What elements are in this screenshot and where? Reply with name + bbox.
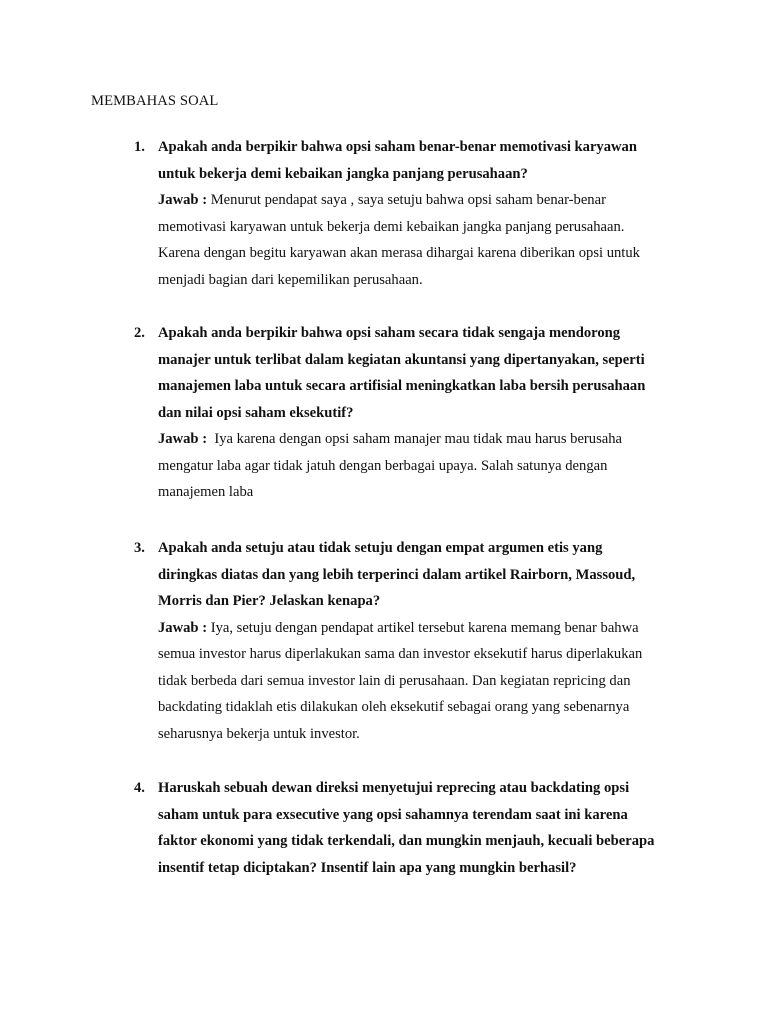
answer-text-line: memotivasi karyawan untuk bekerja demi kebaikan jangka panjang perusahaan.	[158, 218, 625, 235]
question-number: 3.	[134, 540, 145, 556]
answer-text-line: seharusnya bekerja untuk investor.	[158, 725, 360, 742]
question-text-line: faktor ekonomi yang tidak terkendali, dan mungkin menjauh, kecuali beberapa	[158, 833, 655, 849]
question-body	[158, 320, 678, 506]
question-text-line: Haruskah sebuah dewan direksi menyetujui reprecing atau backdating opsi	[158, 780, 630, 796]
question-text-line: Apakah anda berpikir bahwa opsi saham secara tidak sengaja mendorong	[158, 325, 621, 341]
answer-label: Jawab :	[158, 192, 208, 208]
question-text-line: Morris dan Pier? Jelaskan kenapa?	[158, 593, 381, 609]
answer-text: Iya karena dengan opsi saham manajer mau tidak mau harus berusaha	[207, 431, 623, 447]
question-text-line: manajemen laba untuk secara artifisial meningkatkan laba bersih perusahaan	[158, 378, 646, 394]
question-text-line: dan nilai opsi saham eksekutif?	[158, 404, 354, 421]
question-text-line: Apakah anda setuju atau tidak setuju dengan empat argumen etis yang	[158, 540, 603, 556]
answer-first-line	[158, 187, 678, 214]
answer-text-line: Karena dengan begitu karyawan akan merasa dihargai karena diberikan opsi untuk	[158, 245, 640, 261]
answer-label: Jawab :	[158, 431, 208, 447]
answer-text-line: menjadi bagian dari kepemilikan perusahaan.	[158, 271, 423, 288]
answer-text-line: mengatur laba agar tidak jatuh dengan berbagai upaya. Salah satunya dengan	[158, 457, 608, 474]
question-number: 4.	[134, 780, 145, 796]
answer-text: Menurut pendapat saya , saya setuju bahwa opsi saham benar-benar	[207, 192, 606, 208]
question-text-line: untuk bekerja demi kebaikan jangka panjang perusahaan?	[158, 165, 528, 182]
question-text-line: insentif tetap diciptakan? Insentif lain apa yang mungkin berhasil?	[158, 859, 577, 876]
answer-text-line: semua investor harus diperlakukan sama dan investor eksekutif harus diperlakukan	[158, 646, 643, 662]
document-title: MEMBAHAS SOAL	[91, 93, 219, 109]
answer-text: Iya, setuju dengan pendapat artikel tersebut karena memang benar bahwa	[207, 619, 639, 636]
answer-text-line: manajemen laba	[158, 484, 254, 500]
answer-label: Jawab :	[158, 619, 208, 636]
answer-first-line	[158, 615, 678, 642]
question-number: 2.	[134, 325, 145, 341]
answer-text-line: backdating tidaklah etis dilakukan oleh eksekutif sebagai orang yang sebenarnya	[158, 699, 630, 715]
question-body	[158, 134, 678, 293]
question-number: 1.	[134, 139, 145, 155]
answer-first-line	[158, 426, 678, 453]
question-body	[158, 535, 678, 747]
question-body	[158, 775, 678, 881]
answer-text-line: tidak berbeda dari semua investor lain di perusahaan. Dan kegiatan repricing dan	[158, 672, 631, 689]
question-text-line: manajer untuk terlibat dalam kegiatan akuntansi yang dipertanyakan, seperti	[158, 351, 645, 368]
question-text-line: Apakah anda berpikir bahwa opsi saham benar-benar memotivasi karyawan	[158, 139, 637, 155]
question-text-line: saham untuk para exsecutive yang opsi sahamnya terendam saat ini karena	[158, 806, 628, 823]
question-text-line: diringkas diatas dan yang lebih terperinci dalam artikel Rairborn, Massoud,	[158, 566, 636, 583]
